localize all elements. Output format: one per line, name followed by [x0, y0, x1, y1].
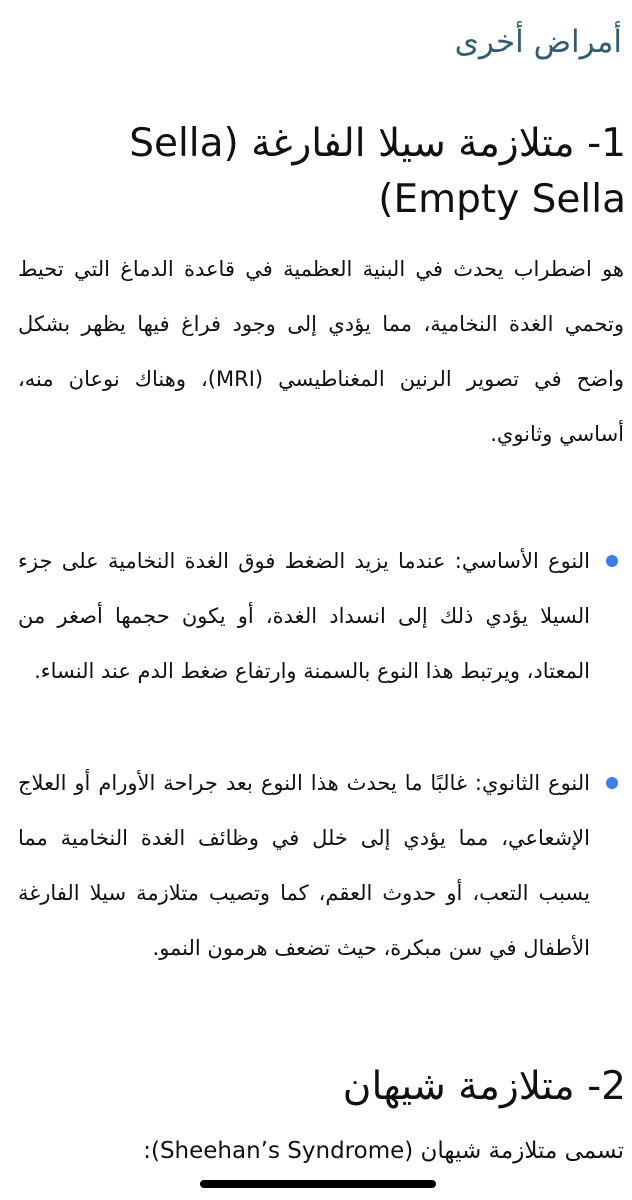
section-intro-sheehan: تسمى متلازمة شيهان (Sheehan’s Syndrome): — [143, 1138, 624, 1164]
bullet-dot-icon — [606, 777, 618, 789]
list-item — [18, 534, 626, 699]
list-item-text: النوع الثانوي: غالبًا ما يحدث هذا النوع بعد جراحة الأورام أو العلاج الإشعاعي، مما يؤدي إلى خلل في وظائف الغدة النخامية مما يسبب التعب، أو حدوث العقم، كما وتصيب متلازمة سيلا الفارغة الأطفال في سن مبكرة، حيث تضعف هرمون النمو. — [18, 771, 590, 960]
page-title: أمراض أخرى — [454, 24, 622, 60]
section-title-empty-sella: 1- متلازمة سيلا الفارغة (Sella Empty Sella) — [129, 121, 626, 222]
section-title-sheehan: 2- متلازمة شيهان — [342, 1064, 626, 1109]
list-item — [18, 756, 626, 976]
home-indicator[interactable] — [200, 1180, 436, 1188]
list-item-text: النوع الأساسي: عندما يزيد الضغط فوق الغدة النخامية على جزء السيلا يؤدي ذلك إلى انسداد الغدة، أو يكون حجمها أصغر من المعتاد، ويرتبط هذا النوع بالسمنة وارتفاع ضغط الدم عند النساء. — [18, 549, 590, 683]
bullet-dot-icon — [606, 555, 618, 567]
section-intro-empty-sella: هو اضطراب يحدث في البنية العظمية في قاعدة الدماغ التي تحيط وتحمي الغدة النخامية، مما يؤدي إلى وجود فراغ فيها يظهر بشكل واضح في تصوير الرنين المغناطيسي (MRI)، وهناك نوعان منه، أساسي وثانوي. — [18, 257, 625, 446]
